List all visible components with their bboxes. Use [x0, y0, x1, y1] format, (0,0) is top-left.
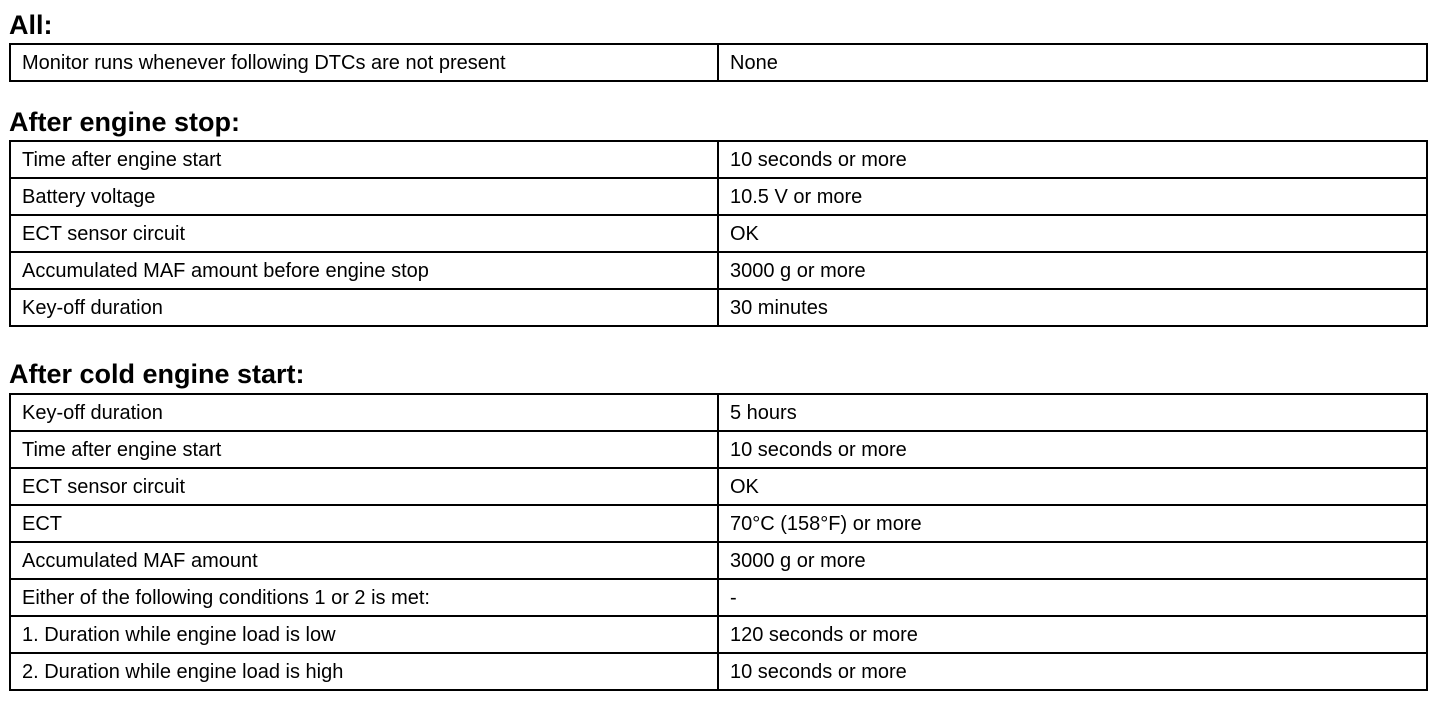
condition-cell: 2. Duration while engine load is high: [10, 653, 718, 690]
condition-cell: Time after engine start: [10, 431, 718, 468]
condition-cell: Key-off duration: [10, 394, 718, 431]
value-cell: 70°C (158°F) or more: [718, 505, 1427, 542]
value-cell: None: [718, 44, 1427, 81]
conditions-table: [9, 43, 1428, 82]
table-row: [10, 141, 1427, 178]
table-row: [10, 579, 1427, 616]
condition-cell: Key-off duration: [10, 289, 718, 326]
value-cell: 10.5 V or more: [718, 178, 1427, 215]
table-row: [10, 653, 1427, 690]
table-row: [10, 215, 1427, 252]
section-title: After cold engine start:: [9, 359, 305, 389]
section-title: After engine stop:: [9, 107, 241, 137]
condition-cell: Battery voltage: [10, 178, 718, 215]
table-row: [10, 289, 1427, 326]
condition-cell: Monitor runs whenever following DTCs are not present: [10, 44, 718, 81]
value-cell: 30 minutes: [718, 289, 1427, 326]
value-cell: 5 hours: [718, 394, 1427, 431]
table-row: [10, 431, 1427, 468]
table-row: [10, 252, 1427, 289]
conditions-table: [9, 140, 1428, 327]
table-row: [10, 542, 1427, 579]
condition-cell: Accumulated MAF amount: [10, 542, 718, 579]
section-title: All:: [9, 10, 53, 40]
table-row: [10, 44, 1427, 81]
table-row: [10, 178, 1427, 215]
value-cell: OK: [718, 215, 1427, 252]
table-row: [10, 394, 1427, 431]
value-cell: 3000 g or more: [718, 542, 1427, 579]
condition-cell: Accumulated MAF amount before engine stop: [10, 252, 718, 289]
condition-cell: ECT: [10, 505, 718, 542]
value-cell: 10 seconds or more: [718, 431, 1427, 468]
value-cell: 120 seconds or more: [718, 616, 1427, 653]
value-cell: 10 seconds or more: [718, 653, 1427, 690]
value-cell: OK: [718, 468, 1427, 505]
value-cell: -: [718, 579, 1427, 616]
table-row: [10, 616, 1427, 653]
condition-cell: 1. Duration while engine load is low: [10, 616, 718, 653]
conditions-table: [9, 393, 1428, 691]
value-cell: 3000 g or more: [718, 252, 1427, 289]
table-row: [10, 468, 1427, 505]
table-row: [10, 505, 1427, 542]
value-cell: 10 seconds or more: [718, 141, 1427, 178]
condition-cell: Either of the following conditions 1 or 2 is met:: [10, 579, 718, 616]
condition-cell: ECT sensor circuit: [10, 468, 718, 505]
condition-cell: ECT sensor circuit: [10, 215, 718, 252]
condition-cell: Time after engine start: [10, 141, 718, 178]
